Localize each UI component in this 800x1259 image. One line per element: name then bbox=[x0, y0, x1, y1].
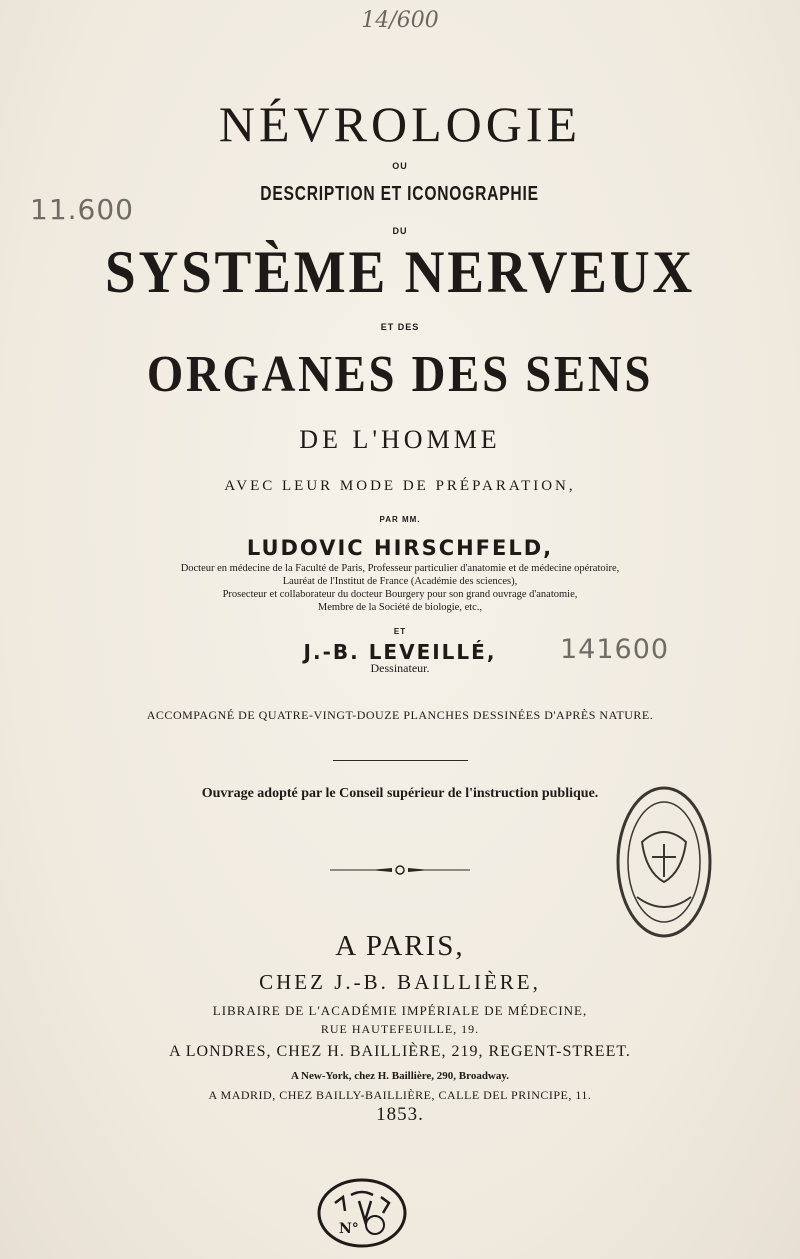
author-2-desc: Dessinateur. bbox=[370, 661, 430, 675]
imprint-newyork: A New-York, chez H. Baillière, 290, Broadway. bbox=[290, 1070, 510, 1082]
title-du: DU bbox=[392, 226, 408, 236]
imprint-year: 1853. bbox=[376, 1104, 424, 1125]
authors-par: PAR MM. bbox=[379, 515, 421, 524]
authors-et: ET bbox=[393, 627, 407, 636]
title-line-1: NÉVROLOGIE bbox=[218, 96, 582, 152]
author-1-desc-line-3: Prosecteur et collaborateur du docteur Bourgery pour son grand ouvrage d'anatomie, bbox=[222, 589, 578, 600]
plates-note: ACCOMPAGNÉ DE QUATRE-VINGT-DOUZE PLANCHES DESSINÉES D'APRÈS NATURE. bbox=[146, 708, 654, 722]
imprint-madrid: A MADRID, CHEZ BAILLY-BAILLIÈRE, CALLE DEL PRINCIPE, 11. bbox=[208, 1088, 592, 1102]
title-line-2: DESCRIPTION ET ICONOGRAPHIE bbox=[260, 183, 540, 205]
title-line-6: AVEC LEUR MODE DE PRÉPARATION, bbox=[224, 478, 576, 494]
author-2-name: J.-B. LEVEILLÉ, bbox=[303, 640, 497, 664]
title-line-5: DE L'HOMME bbox=[299, 425, 501, 454]
adoption-note: Ouvrage adopté par le Conseil supérieur de l'instruction publique. bbox=[201, 786, 599, 801]
imprint-london: A LONDRES, CHEZ H. BAILLIÈRE, 219, REGENT-STREET. bbox=[169, 1043, 631, 1060]
title-line-3: SYSTÈME NERVEUX bbox=[104, 239, 696, 305]
library-stamp-number-left: 11.600 bbox=[30, 193, 134, 226]
author-1-desc-line-1: Docteur en médecine de la Faculté de Paris, Professeur particulier d'anatomie et de médecine opératoire, bbox=[180, 563, 620, 574]
author-1-desc-line-2: Lauréat de l'Institut de France (Académie des sciences), bbox=[282, 576, 518, 587]
divider-rule bbox=[333, 760, 468, 761]
library-seal-stamp bbox=[612, 782, 716, 942]
title-et-des: ET DES bbox=[380, 322, 420, 332]
svg-text:N°: N° bbox=[339, 1221, 359, 1237]
handwritten-shelfmark: 14/600 bbox=[361, 8, 439, 33]
imprint-role: LIBRAIRE DE L'ACADÉMIE IMPÉRIALE DE MÉDECINE, bbox=[212, 1003, 588, 1018]
library-stamp-number-right: 141600 bbox=[560, 634, 670, 665]
title-or: OU bbox=[392, 161, 408, 171]
ornament-rule bbox=[330, 862, 470, 878]
title-line-4: ORGANES DES SENS bbox=[146, 346, 654, 403]
imprint-city: A PARIS, bbox=[335, 930, 465, 962]
imprint-publisher: CHEZ J.-B. BAILLIÈRE, bbox=[259, 970, 541, 994]
library-seal-bottom bbox=[315, 1175, 409, 1251]
imprint-street: RUE HAUTEFEUILLE, 19. bbox=[320, 1022, 480, 1036]
author-1-name: LUDOVIC HIRSCHFELD, bbox=[246, 536, 554, 560]
author-1-desc-line-4: Membre de la Société de biologie, etc., bbox=[317, 602, 483, 613]
title-line-2-wrap bbox=[0, 183, 800, 206]
